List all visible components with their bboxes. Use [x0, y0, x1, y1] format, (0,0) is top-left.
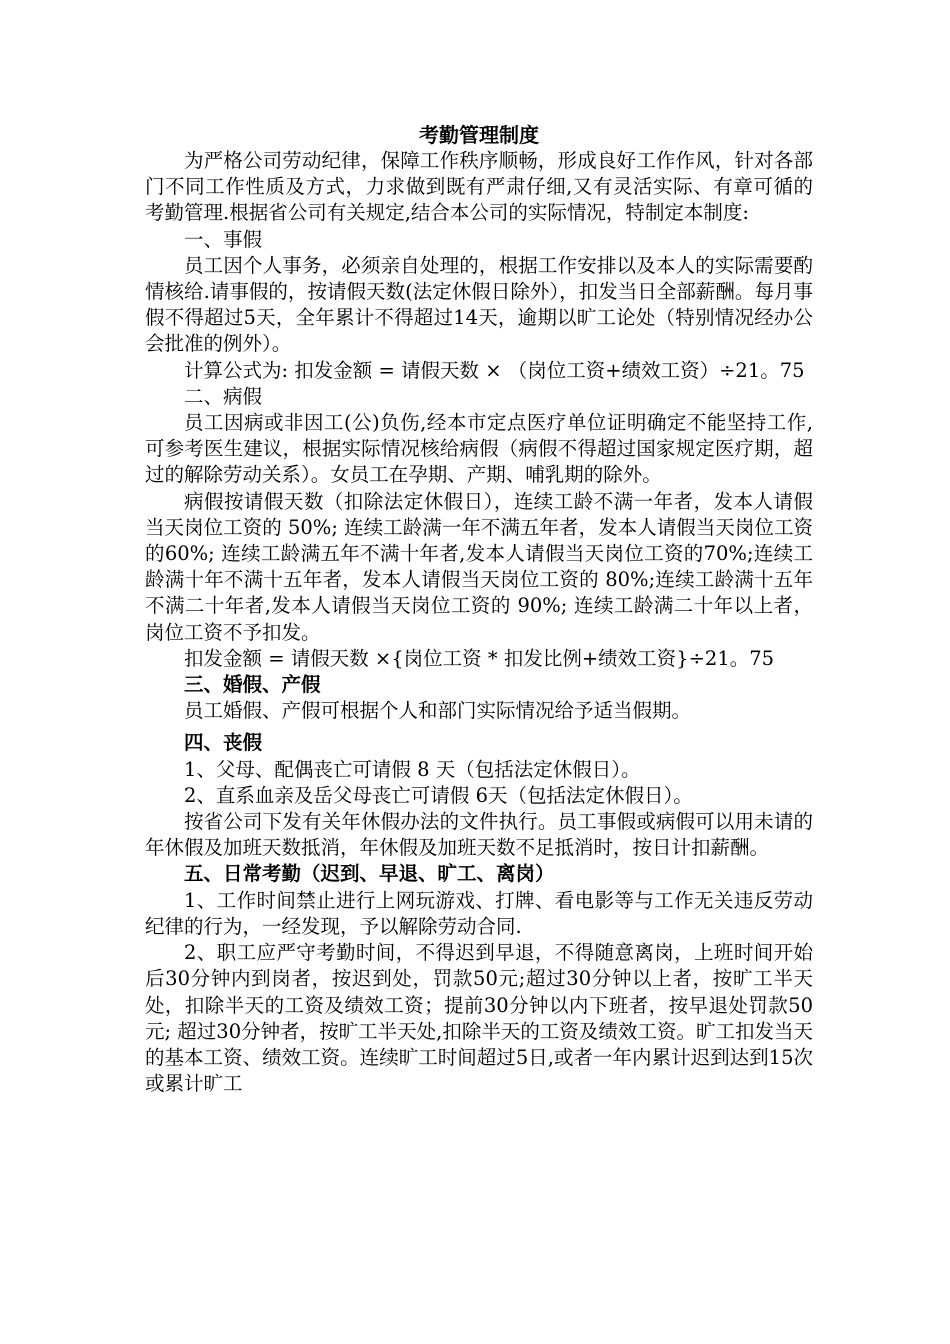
- intro-paragraph: 为严格公司劳动纪律，保障工作秩序顺畅，形成良好工作作风，针对各部门不同工作性质及方式，力求做到既有严肃仔细,又有灵活实际、有章可循的考勤管理.根据省公司有关规定,结合本公司的实际情况，特制定本制度:: [145, 149, 813, 225]
- personal-leave-paragraph: 员工因个人事务，必须亲自处理的，根据工作安排以及本人的实际需要酌情核给.请事假的，按请假天数(法定休假日除外），扣发当日全部薪酬。每月事假不得超过5天，全年累计不得超过14天，逾期以旷工论处（特别情况经办公会批准的例外）。: [145, 253, 813, 356]
- section-heading-sick-leave: 二、病假: [184, 384, 263, 408]
- daily-attendance-item-1: 1、工作时间禁止进行上网玩游戏、打牌、看电影等与工作无关违反劳动纪律的行为，一经发现，予以解除劳动合同.: [145, 888, 813, 938]
- sick-leave-pay-paragraph: 病假按请假天数（扣除法定休假日），连续工龄不满一年者，发本人请假当天岗位工资的 50%; 连续工龄满一年不满五年者，发本人请假当天岗位工资的60%; 连续工龄满五年不满十年者,发本人请假当天岗位工资的70%;连续工龄满十年不满十五年者，发本人请假当天岗位工资的 80%;连续工龄满十五年不满二十年者,发本人请假当天岗位工资的 90%; 连续工龄满二十年以上者，岗位工资不予扣发。: [145, 489, 813, 644]
- section-heading-marriage-maternity-leave: 三、婚假、产假: [184, 673, 321, 697]
- bereavement-item-1: 1、父母、配偶丧亡可请假 8 天（包括法定休假日）。: [184, 757, 641, 781]
- sick-leave-formula: 扣发金额 = 请假天数 ×{岗位工资 * 扣发比例+绩效工资}÷21。75: [184, 646, 775, 670]
- daily-attendance-item-2: 2、职工应严守考勤时间，不得迟到早退，不得随意离岗，上班时间开始后30分钟内到岗者，按迟到处，罚款50元;超过30分钟以上者，按旷工半天处，扣除半天的工资及绩效工资；提前30分钟以内下班者，按早退处罚款50元; 超过30分钟者，按旷工半天处,扣除半天的工资及绩效工资。旷工扣发当天的基本工资、绩效工资。连续旷工时间超过5日,或者一年内累计迟到达到15次或累计旷工: [145, 941, 813, 1096]
- section-heading-bereavement-leave: 四、丧假: [184, 731, 263, 755]
- section-heading-daily-attendance: 五、日常考勤（迟到、早退、旷工、离岗）: [184, 862, 555, 886]
- document-page: [145, 122, 813, 1097]
- marriage-maternity-paragraph: 员工婚假、产假可根据个人和部门实际情况给予适当假期。: [184, 699, 692, 723]
- section-heading-personal-leave: 一、事假: [184, 227, 263, 251]
- personal-leave-formula: 计算公式为: 扣发金额 = 请假天数 × （岗位工资+绩效工资）÷21。75: [184, 358, 805, 382]
- document-title: 考勤管理制度: [419, 123, 539, 147]
- annual-leave-paragraph: 按省公司下发有关年休假办法的文件执行。员工事假或病假可以用未请的年休假及加班天数抵消，年休假及加班天数不足抵消时，按日计扣薪酬。: [145, 810, 813, 860]
- bereavement-item-2: 2、直系血亲及岳父母丧亡可请假 6天（包括法定休假日）。: [184, 783, 693, 807]
- sick-leave-paragraph: 员工因病或非因工(公)负伤,经本市定点医疗单位证明确定不能坚持工作,可参考医生建议，根据实际情况核给病假（病假不得超过国家规定医疗期，超过的解除劳动关系）。女员工在孕期、产期、哺乳期的除外。: [145, 411, 813, 487]
